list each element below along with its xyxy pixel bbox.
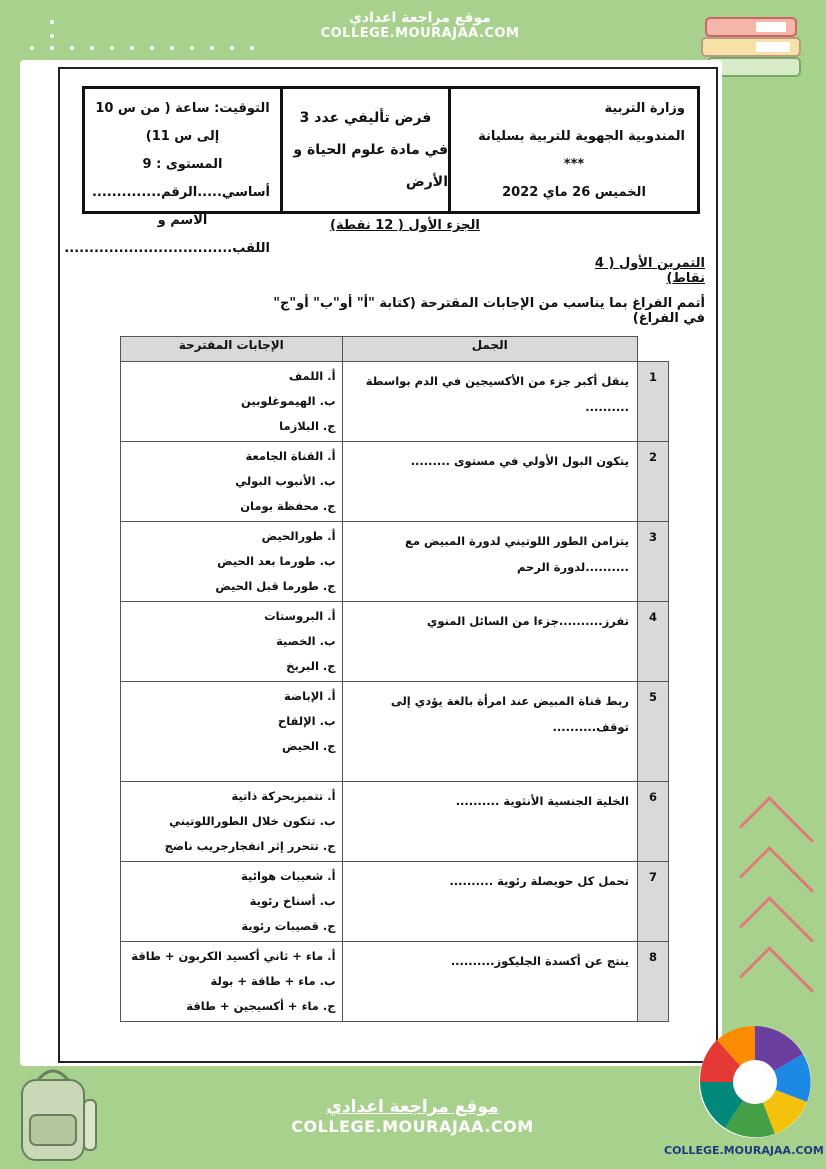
answer-option: ج. تتحرر إثر انفجارجريب ناضج [164,839,336,853]
question-number: 6 [637,782,668,862]
site-label[interactable]: COLLEGE.MOURAJAA.COM [664,1144,824,1157]
answer-options [121,522,343,602]
header-title-cell [280,89,448,211]
banner-arabic-text: موقع مراجعة اعدادي [326,1097,499,1117]
question-sentence: ينتج عن أكسدة الجليكوز.......... [342,942,637,1022]
question-number: 7 [637,862,668,942]
question-number: 8 [637,942,668,1022]
question-sentence: ربط قناة المبيض عند امرأة بالغة يؤدي إلى توقف.......... [342,682,637,782]
answer-option: أ. اللمف [288,369,336,383]
chevron-up-icon [739,946,814,1021]
table-row [121,602,669,682]
header-student-cell [64,89,280,256]
exam-subject: في مادة علوم الحياة و الأرض [293,142,448,190]
answer-options [121,602,343,682]
answer-options [121,442,343,522]
answer-option: أ. الإباضة [284,689,336,703]
stars-text: *** [563,157,585,172]
answer-option: أ. شعيبات هوائية [241,869,336,883]
question-sentence: يتزامن الطور اللوتيني لدورة المبيض مع ..........لدورة الرحم [342,522,637,602]
table-row [121,862,669,942]
subjects-wheel-logo [695,1022,815,1142]
answer-option: ب. ماء + طاقة + بولة [210,974,336,988]
bottom-banner[interactable] [265,1075,560,1169]
table-row [121,782,669,862]
answer-option: ج. طورما قبل الحيض [215,579,336,593]
question-number: 5 [637,682,668,782]
banner-url[interactable]: COLLEGE.MOURAJAA.COM [291,1117,534,1136]
level-field: المستوى : 9 أساسي.....الرقم.............. [91,157,270,200]
answer-option: أ. البروستات [264,609,336,623]
table-row [121,362,669,442]
answer-option: أ. القناة الجامعة [245,449,336,463]
answer-options [121,782,343,862]
table-row [121,442,669,522]
exam-title: فرض تأليفي عدد 3 [299,110,432,126]
answer-option: ب. الخصية [276,634,336,648]
backpack-icon [10,1060,105,1165]
question-number: 2 [637,442,668,522]
table-header-sentences: الجمل [342,337,637,362]
table-row [121,942,669,1022]
header-ministry-cell [448,89,697,211]
question-number: 3 [637,522,668,602]
answer-option: ب. الهيموغلوبين [241,394,336,408]
question-number: 1 [637,362,668,442]
instruction-text: أتمم الفراغ بما يناسب من الإجابات المقترحة (كتابة "أ" أو"ب" أو"ج" في الفراغ) [273,296,705,326]
answer-option: ج. محفظة بومان [240,499,336,513]
table-row [121,682,669,782]
exam-date: الخميس 26 ماي 2022 [502,185,646,200]
answer-option: ج. البربخ [286,659,336,673]
table-row [121,522,669,602]
top-banner[interactable] [285,0,555,62]
table-header-answers: الإجابات المقترحة [121,337,343,362]
answer-option: ج. الحيض [281,739,336,753]
question-number: 4 [637,602,668,682]
answer-option: أ. تتميزبحركة ذاتية [231,789,336,803]
answer-option: ب. الأنبوب البولي [235,474,336,488]
answer-option: ب. طورما بعد الحيض [217,554,336,568]
table-header-row [121,337,669,362]
answer-options [121,362,343,442]
answer-option: أ. ماء + ثاني أكسيد الكربون + طاقة [131,949,336,963]
banner-url[interactable]: COLLEGE.MOURAJAA.COM [320,26,520,41]
answer-option: ج. البلازما [279,419,336,433]
ministry-text: وزارة التربية [604,101,685,116]
answer-options [121,862,343,942]
answer-options [121,942,343,1022]
table-header-num [637,337,668,362]
question-sentence: ينقل أكبر جزء من الأكسيجين في الدم بواسطة .......... [342,362,637,442]
timing-text: التوقيت: ساعة ( من س 10 إلى س 11) [95,101,270,144]
banner-arabic-text: موقع مراجعة اعدادي [349,10,491,26]
answer-option: ج. قصيبات رئوية [241,919,336,933]
answer-option: ب. أسناخ رئوية [249,894,336,908]
name-field: الاسم و اللقب.................................. [64,213,270,256]
part-title: الجزء الأول ( 12 نقطة) [330,218,480,233]
answer-option: ج. ماء + أكسيجين + طاقة [186,999,336,1013]
question-sentence: الخلية الجنسية الأنثوية .......... [342,782,637,862]
question-sentence: يتكون البول الأولي في مستوى ......... [342,442,637,522]
question-sentence: تحمل كل حويصلة رئوية .......... [342,862,637,942]
question-table [120,336,669,1022]
question-sentence: تفرز..........جزءا من السائل المنوي [342,602,637,682]
exercise-title: التمرين الأول ( 4 نقاط) [594,256,705,286]
answer-options [121,682,343,782]
answer-option: أ. طورالحيض [261,529,336,543]
answer-option: ب. الإلقاح [277,714,336,728]
answer-option: ب. تتكون خلال الطوراللوتيني [169,814,336,828]
directorate-text: المندوبية الجهوية للتربية بسليانة [478,129,685,144]
